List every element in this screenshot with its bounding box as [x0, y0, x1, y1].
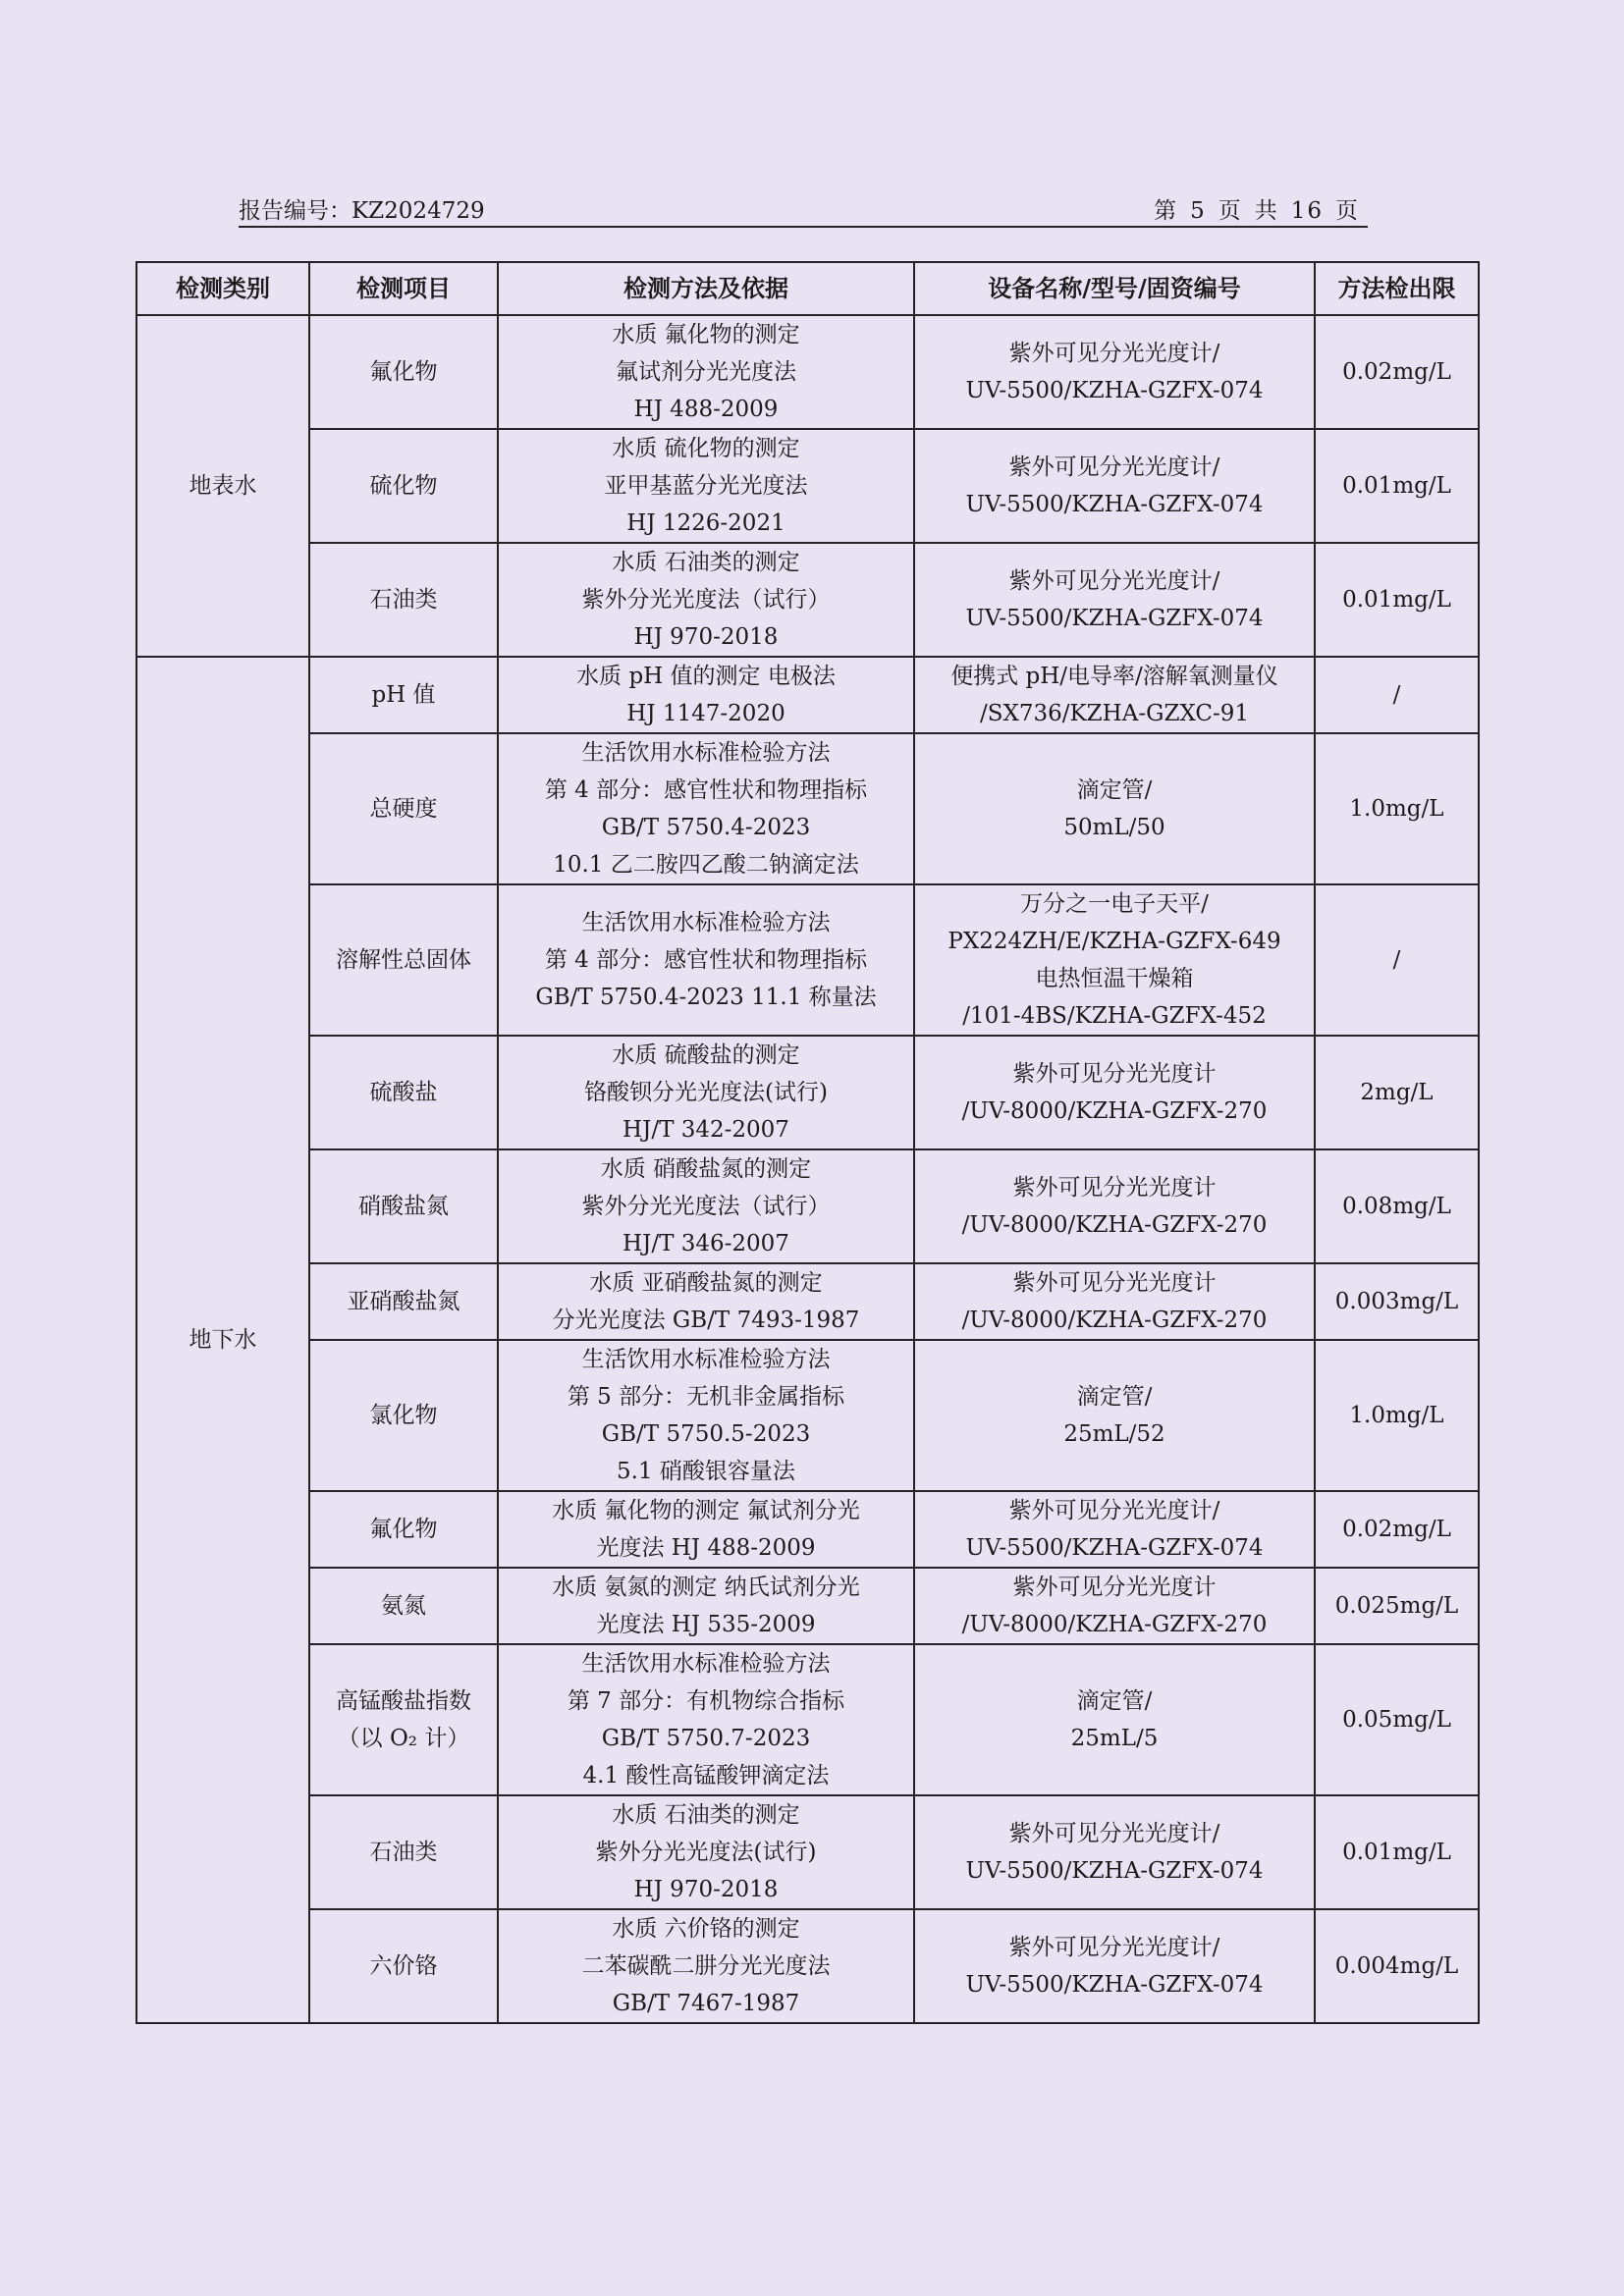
equipment-line: 50mL/50	[1063, 815, 1165, 840]
equipment-line: 25mL/5	[1070, 1726, 1159, 1751]
equipment-line: /UV-8000/KZHA-GZFX-270	[961, 1308, 1268, 1333]
table-row	[136, 657, 1479, 733]
method-cell	[498, 543, 914, 657]
method-line: HJ 970-2018	[633, 1877, 779, 1902]
equipment-line: 滴定管/	[1076, 777, 1153, 803]
limit-cell: 0.02mg/L	[1315, 1491, 1479, 1568]
item-cell	[309, 1909, 498, 2023]
equipment-line: 滴定管/	[1076, 1688, 1153, 1714]
table-row	[136, 884, 1479, 1036]
method-line: 水质 硝酸盐氮的测定	[600, 1156, 812, 1182]
method-line: 第 4 部分：感官性状和物理指标	[544, 947, 868, 973]
equipment-line: 滴定管/	[1076, 1384, 1153, 1410]
table-body	[136, 315, 1479, 2023]
table-row	[136, 1340, 1479, 1491]
page-word-ye-2: 页	[1335, 198, 1360, 224]
equipment-line: /UV-8000/KZHA-GZFX-270	[961, 1098, 1268, 1124]
equipment-line: 紫外可见分光光度计	[1012, 1175, 1217, 1201]
method-line: 5.1 硝酸银容量法	[617, 1459, 795, 1484]
equipment-cell	[914, 543, 1315, 657]
item-line: 硫化物	[369, 473, 438, 499]
equipment-line: UV-5500/KZHA-GZFX-074	[965, 1972, 1264, 1998]
equipment-line: 紫外可见分光光度计	[1012, 1575, 1217, 1600]
table-row	[136, 733, 1479, 884]
equipment-cell	[914, 657, 1315, 733]
item-line: 石油类	[369, 587, 438, 613]
limit-cell: 1.0mg/L	[1315, 733, 1479, 884]
equipment-line: 紫外可见分光光度计	[1012, 1270, 1217, 1296]
limit-cell: 0.01mg/L	[1315, 429, 1479, 543]
item-line: 氯化物	[369, 1403, 438, 1428]
method-line: 水质 石油类的测定	[612, 1802, 800, 1828]
method-line: 光度法 HJ 535-2009	[596, 1612, 816, 1637]
method-line: 水质 pH 值的测定 电极法	[576, 664, 836, 689]
column-header-limit: 方法检出限	[1315, 262, 1479, 315]
equipment-cell	[914, 1644, 1315, 1795]
method-cell	[498, 1795, 914, 1909]
limit-cell: 0.02mg/L	[1315, 315, 1479, 429]
limit-cell: 0.01mg/L	[1315, 543, 1479, 657]
category-cell: 地下水	[136, 657, 309, 2023]
method-cell	[498, 1491, 914, 1568]
item-cell	[309, 884, 498, 1036]
item-cell	[309, 1644, 498, 1795]
equipment-line: 紫外可见分光光度计/	[1008, 341, 1220, 366]
equipment-line: PX224ZH/E/KZHA-GZFX-649	[947, 929, 1281, 954]
method-line: 第 5 部分：无机非金属指标	[567, 1384, 845, 1410]
method-line: HJ 1226-2021	[626, 510, 785, 536]
method-line: HJ/T 346-2007	[623, 1231, 789, 1256]
limit-cell: /	[1315, 657, 1479, 733]
method-cell	[498, 1149, 914, 1263]
method-line: 水质 硫化物的测定	[612, 436, 800, 461]
method-line: HJ 1147-2020	[626, 701, 785, 726]
item-line: pH 值	[371, 682, 436, 708]
item-line: 氟化物	[369, 359, 438, 385]
method-line: 铬酸钡分光光度法(试行)	[584, 1080, 828, 1105]
item-line: 硫酸盐	[369, 1080, 438, 1105]
equipment-line: /SX736/KZHA-GZXC-91	[979, 701, 1250, 726]
method-line: 生活饮用水标准检验方法	[581, 910, 831, 935]
equipment-line: 紫外可见分光光度计/	[1008, 1821, 1220, 1846]
column-header-item: 检测项目	[309, 262, 498, 315]
method-line: 第 7 部分：有机物综合指标	[567, 1688, 845, 1714]
method-line: 生活饮用水标准检验方法	[581, 1651, 831, 1677]
equipment-cell	[914, 1568, 1315, 1644]
method-line: 水质 硫酸盐的测定	[612, 1042, 800, 1068]
table-row	[136, 1909, 1479, 2023]
equipment-line: UV-5500/KZHA-GZFX-074	[965, 378, 1264, 403]
method-line: 光度法 HJ 488-2009	[596, 1535, 816, 1561]
method-line: 水质 氟化物的测定	[612, 322, 800, 347]
table-row	[136, 1568, 1479, 1644]
method-line: GB/T 5750.7-2023	[601, 1726, 811, 1751]
page-total: 16	[1290, 198, 1324, 224]
method-line: HJ 970-2018	[633, 624, 779, 650]
method-cell	[498, 884, 914, 1036]
limit-cell: 2mg/L	[1315, 1036, 1479, 1149]
item-cell	[309, 315, 498, 429]
method-line: GB/T 7467-1987	[612, 1991, 800, 2016]
table-row	[136, 1263, 1479, 1340]
method-cell	[498, 429, 914, 543]
item-line: 氨氮	[381, 1593, 426, 1619]
equipment-line: 紫外可见分光光度计/	[1008, 1498, 1220, 1523]
item-line: 石油类	[369, 1840, 438, 1865]
equipment-cell	[914, 1795, 1315, 1909]
equipment-line: 紫外可见分光光度计	[1012, 1061, 1217, 1087]
method-line: GB/T 5750.4-2023	[601, 815, 811, 840]
method-line: 水质 亚硝酸盐氮的测定	[589, 1270, 823, 1296]
method-line: 10.1 乙二胺四乙酸二钠滴定法	[553, 852, 859, 878]
item-line: 高锰酸盐指数	[336, 1688, 471, 1714]
table-row	[136, 315, 1479, 429]
method-line: 生活饮用水标准检验方法	[581, 1347, 831, 1372]
table-row	[136, 1036, 1479, 1149]
method-line: 水质 氟化物的测定 氟试剂分光	[552, 1498, 860, 1523]
method-line: 紫外分光光度法(试行)	[595, 1840, 817, 1865]
equipment-cell	[914, 315, 1315, 429]
method-cell	[498, 1909, 914, 2023]
method-line: 水质 石油类的测定	[612, 550, 800, 575]
equipment-cell	[914, 1909, 1315, 2023]
method-line: GB/T 5750.5-2023	[601, 1421, 811, 1447]
table-row	[136, 1644, 1479, 1795]
table-row	[136, 1149, 1479, 1263]
report-number: 报告编号：KZ2024729	[239, 198, 485, 224]
item-cell	[309, 1263, 498, 1340]
method-line: 水质 氨氮的测定 纳氏试剂分光	[552, 1575, 860, 1600]
item-cell	[309, 1036, 498, 1149]
method-line: 4.1 酸性高锰酸钾滴定法	[582, 1763, 830, 1789]
limit-cell: 0.004mg/L	[1315, 1909, 1479, 2023]
equipment-line: UV-5500/KZHA-GZFX-074	[965, 606, 1264, 631]
equipment-line: /UV-8000/KZHA-GZFX-270	[961, 1212, 1268, 1238]
method-cell	[498, 315, 914, 429]
table-header-row	[136, 262, 1479, 315]
equipment-line: 25mL/52	[1063, 1421, 1165, 1447]
table-row	[136, 543, 1479, 657]
method-cell	[498, 1036, 914, 1149]
limit-cell: /	[1315, 884, 1479, 1036]
item-line: （以 O₂ 计）	[337, 1726, 470, 1751]
method-line: 亚甲基蓝分光光度法	[604, 473, 808, 499]
page-header	[239, 194, 1366, 228]
item-cell	[309, 429, 498, 543]
item-cell	[309, 733, 498, 884]
table-row	[136, 429, 1479, 543]
equipment-cell	[914, 1036, 1315, 1149]
limit-cell: 0.025mg/L	[1315, 1568, 1479, 1644]
column-header-method: 检测方法及依据	[498, 262, 914, 315]
category-cell: 地表水	[136, 315, 309, 657]
limit-cell: 0.003mg/L	[1315, 1263, 1479, 1340]
equipment-cell	[914, 1149, 1315, 1263]
page-word-ye: 页	[1218, 198, 1243, 224]
page-indicator	[1148, 194, 1366, 228]
equipment-line: /101-4BS/KZHA-GZFX-452	[962, 1003, 1267, 1029]
header-rule	[239, 226, 1368, 228]
test-method-table	[135, 261, 1480, 2024]
item-cell	[309, 543, 498, 657]
equipment-line: 万分之一电子天平/	[1020, 891, 1209, 917]
item-line: 溶解性总固体	[336, 947, 471, 973]
equipment-line: 紫外可见分光光度计/	[1008, 568, 1220, 594]
equipment-cell	[914, 1491, 1315, 1568]
equipment-line: 便携式 pH/电导率/溶解氧测量仪	[950, 664, 1278, 689]
equipment-cell	[914, 884, 1315, 1036]
item-cell	[309, 1491, 498, 1568]
column-header-category: 检测类别	[136, 262, 309, 315]
method-cell	[498, 1568, 914, 1644]
equipment-cell	[914, 733, 1315, 884]
item-cell	[309, 1340, 498, 1491]
method-cell	[498, 1644, 914, 1795]
method-cell	[498, 1340, 914, 1491]
limit-cell: 1.0mg/L	[1315, 1340, 1479, 1491]
method-line: 二苯碳酰二肼分光光度法	[581, 1953, 831, 1979]
equipment-line: UV-5500/KZHA-GZFX-074	[965, 1858, 1264, 1884]
method-line: 水质 六价铬的测定	[612, 1916, 800, 1942]
item-cell	[309, 1795, 498, 1909]
item-cell	[309, 1568, 498, 1644]
item-cell	[309, 657, 498, 733]
method-cell	[498, 1263, 914, 1340]
method-line: HJ 488-2009	[633, 397, 779, 422]
item-line: 总硬度	[369, 796, 438, 822]
equipment-cell	[914, 1263, 1315, 1340]
method-line: GB/T 5750.4-2023 11.1 称量法	[535, 985, 877, 1010]
method-line: HJ/T 342-2007	[623, 1117, 789, 1143]
method-line: 氟试剂分光光度法	[616, 359, 796, 385]
method-line: 第 4 部分：感官性状和物理指标	[544, 777, 868, 803]
equipment-cell	[914, 429, 1315, 543]
equipment-line: /UV-8000/KZHA-GZFX-270	[961, 1612, 1268, 1637]
method-line: 生活饮用水标准检验方法	[581, 740, 831, 766]
equipment-cell	[914, 1340, 1315, 1491]
item-line: 硝酸盐氮	[358, 1194, 449, 1219]
limit-cell: 0.01mg/L	[1315, 1795, 1479, 1909]
page-word-di: 第	[1154, 198, 1179, 224]
item-cell	[309, 1149, 498, 1263]
method-cell	[498, 657, 914, 733]
equipment-line: 紫外可见分光光度计/	[1008, 1935, 1220, 1960]
limit-cell: 0.05mg/L	[1315, 1644, 1479, 1795]
method-line: 紫外分光光度法（试行）	[581, 587, 831, 613]
item-line: 亚硝酸盐氮	[347, 1289, 460, 1314]
table-row	[136, 1795, 1479, 1909]
item-line: 氟化物	[369, 1517, 438, 1542]
equipment-line: 紫外可见分光光度计/	[1008, 454, 1220, 480]
table-row	[136, 1491, 1479, 1568]
page-current: 5	[1190, 198, 1207, 224]
page-word-gong: 共	[1254, 198, 1279, 224]
item-line: 六价铬	[369, 1953, 438, 1979]
equipment-line: UV-5500/KZHA-GZFX-074	[965, 1535, 1264, 1561]
equipment-line: 电热恒温干燥箱	[1035, 966, 1194, 991]
method-line: 分光光度法 GB/T 7493-1987	[552, 1308, 860, 1333]
equipment-line: UV-5500/KZHA-GZFX-074	[965, 492, 1264, 517]
limit-cell: 0.08mg/L	[1315, 1149, 1479, 1263]
method-line: 紫外分光光度法（试行）	[581, 1194, 831, 1219]
column-header-equipment: 设备名称/型号/固资编号	[914, 262, 1315, 315]
method-cell	[498, 733, 914, 884]
